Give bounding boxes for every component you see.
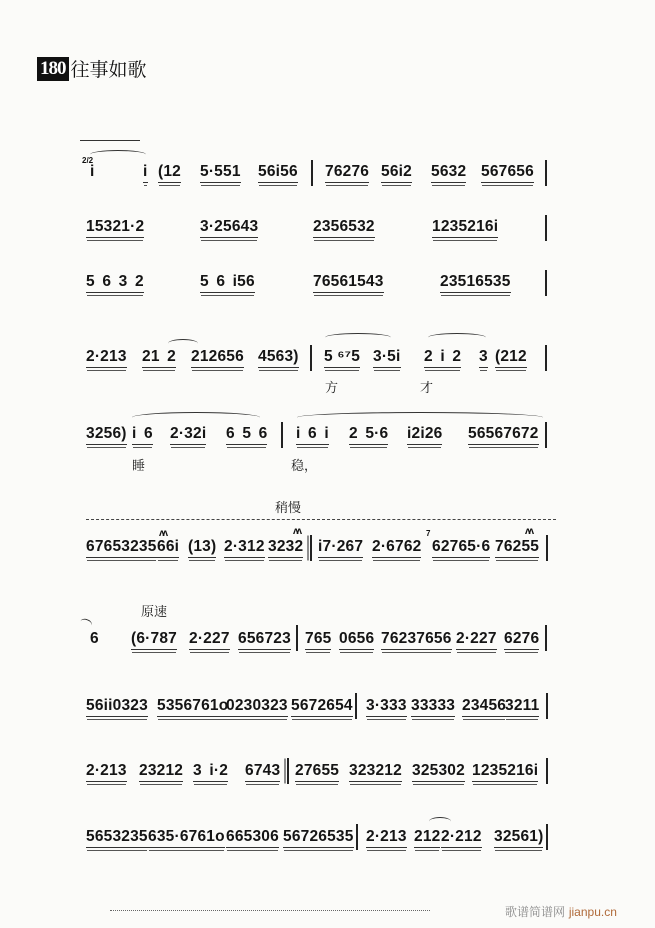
book-title: 往事如歌	[70, 59, 147, 81]
note-group: 76237656	[381, 630, 452, 650]
note-group: 3 i·2	[193, 762, 228, 782]
page-header	[37, 55, 147, 82]
note-group: 76561543	[313, 273, 384, 293]
note: i	[90, 163, 95, 180]
note-group: (6·787	[131, 630, 177, 650]
note-group: 6 5 6	[226, 425, 267, 445]
slur	[297, 412, 543, 423]
slur	[428, 333, 486, 342]
barline	[545, 625, 547, 651]
note-group: (12	[158, 163, 181, 183]
tempo-extension-line	[86, 519, 556, 520]
tie	[168, 339, 198, 348]
note-group: 2 5·6	[349, 425, 388, 445]
note-group: 6276	[504, 630, 539, 650]
note-group: 5672654	[291, 697, 353, 717]
note-group: 23516535	[440, 273, 511, 293]
note-group: 5632	[431, 163, 466, 183]
note-group: 2·213	[86, 762, 127, 782]
barline	[546, 535, 548, 561]
note-group: 62765·6	[432, 538, 490, 558]
barline	[546, 693, 548, 719]
note-group: i 6	[132, 425, 153, 445]
note-group: 2·32i	[170, 425, 206, 445]
note-group: 2·212	[441, 828, 482, 848]
note-group: 76276	[325, 163, 369, 183]
barline	[546, 824, 548, 850]
lyric: 稳，	[291, 459, 318, 474]
note-group: 2·227	[456, 630, 497, 650]
note-group: 15321·2	[86, 218, 144, 238]
trill-ornament-icon: ᴧᴧ	[159, 528, 167, 539]
note-group: 2·213	[366, 828, 407, 848]
note-group: 2·227	[189, 630, 230, 650]
footer-rule	[110, 910, 430, 911]
note-group: 2·312	[224, 538, 265, 558]
tie	[429, 817, 451, 826]
note-group: (13)	[188, 538, 216, 558]
note-group: 656723	[238, 630, 291, 650]
note-group: 23456	[462, 697, 506, 717]
note-group: i7·267	[318, 538, 363, 558]
note-group: 2356532	[313, 218, 375, 238]
note-group: 67653235	[86, 538, 157, 558]
note-group: 56ii0323	[86, 697, 148, 717]
note-group: i 6 i	[296, 425, 329, 445]
note-group: 635·6761o	[148, 828, 225, 848]
note-group: 27655	[295, 762, 339, 782]
barline	[355, 693, 357, 719]
page-number: 180	[37, 57, 69, 81]
note-group: 0230323	[226, 697, 288, 717]
note-group: 4563)	[258, 348, 299, 368]
note-group: (212	[495, 348, 527, 368]
note-group: 66i	[157, 538, 179, 558]
note-group: 6743	[245, 762, 280, 782]
note-group: 23212	[139, 762, 183, 782]
note: i	[143, 163, 148, 183]
note-group: 3211	[505, 697, 539, 717]
barline	[546, 758, 548, 784]
tempo-marking-slow: 稍慢	[275, 501, 302, 516]
note-group: 325302	[412, 762, 465, 782]
barline	[545, 422, 547, 448]
note-group: 3256)	[86, 425, 127, 445]
note-group: 665306	[226, 828, 279, 848]
note-group: 212	[414, 828, 440, 848]
barline	[281, 422, 283, 448]
grace-note: 7	[426, 529, 431, 538]
tie-end	[79, 617, 93, 630]
note: 6	[90, 630, 99, 647]
note-group: 5·551	[200, 163, 241, 183]
note-group: 3·25643	[200, 218, 258, 238]
barline	[545, 270, 547, 296]
note-group: 1235216i	[432, 218, 498, 238]
note-group: 76255	[495, 538, 539, 558]
note-group: 5653235	[86, 828, 148, 848]
note-group: 21 2	[142, 348, 176, 368]
grace-marking: 2/2	[82, 156, 94, 165]
note-group: 3232	[268, 538, 303, 558]
note-group: 567656	[481, 163, 534, 183]
slur	[90, 150, 146, 159]
barline	[310, 535, 312, 561]
note-group: 2·213	[86, 348, 127, 368]
note-group: 3·333	[366, 697, 407, 717]
note-group: 2·6762	[372, 538, 421, 558]
barline	[356, 824, 358, 850]
note-group: 2 i 2	[424, 348, 461, 368]
lyric: 方	[325, 381, 339, 396]
slur	[132, 412, 260, 423]
lyric: 睡	[132, 459, 146, 474]
note-group: 323212	[349, 762, 402, 782]
note-group: 212656	[191, 348, 244, 368]
note-group: 1235216i	[472, 762, 538, 782]
watermark-url: jianpu.cn	[568, 905, 617, 919]
lyric: 才	[420, 381, 434, 396]
note-group: 765	[305, 630, 331, 650]
note-group: i2i26	[407, 425, 442, 445]
barline	[287, 758, 289, 784]
barline	[311, 160, 313, 186]
note-group: 32561)	[494, 828, 543, 848]
note-group: 5 6 3 2	[86, 273, 144, 293]
note-group: 3·5i	[373, 348, 401, 368]
barline	[545, 215, 547, 241]
note-group: 56567672	[468, 425, 539, 445]
watermark-site-name: 歌谱简谱网	[505, 905, 566, 919]
barline	[545, 345, 547, 371]
trill-ornament-icon: ᴧᴧ	[293, 526, 301, 537]
phrase-line	[80, 140, 140, 141]
barline	[545, 160, 547, 186]
barline	[310, 345, 312, 371]
note-group: 56i2	[381, 163, 412, 183]
note-group: 5 ⁶⁷5	[324, 348, 360, 368]
note-group: 56i56	[258, 163, 298, 183]
slur	[325, 333, 391, 342]
note-group: 5 6 i56	[200, 273, 255, 293]
trill-ornament-icon: ᴧᴧ	[525, 526, 533, 537]
tempo-marking-original: 原速	[141, 605, 168, 620]
barline	[296, 625, 298, 651]
note-group: 56726535	[283, 828, 354, 848]
note-group: 33333	[411, 697, 455, 717]
note: 3	[479, 348, 488, 368]
note-group: 5356761o	[157, 697, 228, 717]
watermark	[505, 903, 617, 920]
note-group: 0656	[339, 630, 374, 650]
